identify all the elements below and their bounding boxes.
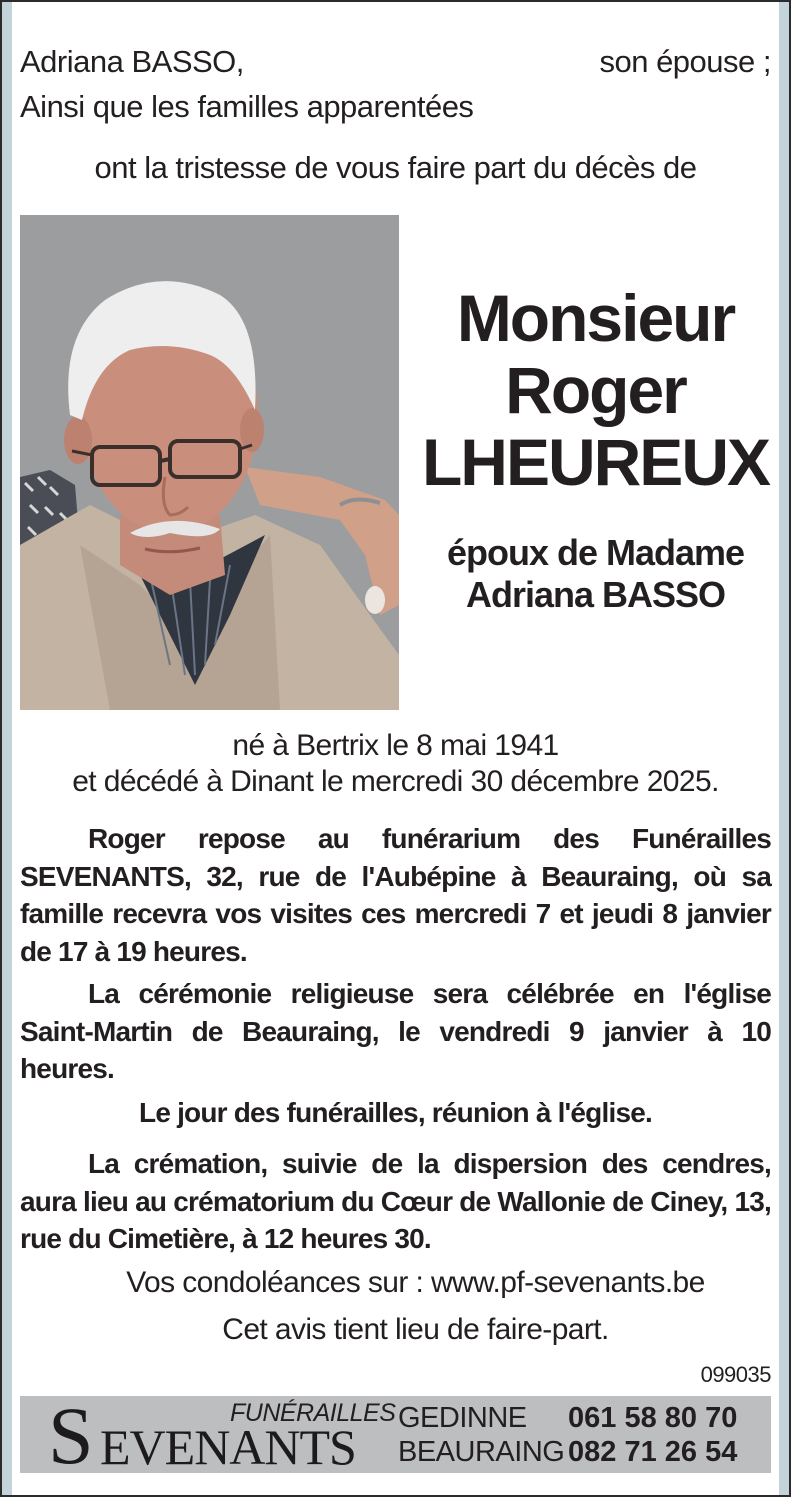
right-side-stripe [779,2,789,1495]
deceased-first-name: Roger [505,353,686,427]
family-member-relation: son épouse ; [599,44,771,79]
phone-number[interactable]: 082 71 26 54 [568,1436,738,1468]
header-line-1 [20,44,771,80]
phone-city: GEDINNE [398,1402,527,1434]
ceremony-paragraph: La cérémonie religieuse sera célébrée en l'église Saint-Martin de Beauraing, le vendredi 9 janvier à 10 heures. [20,978,771,1084]
condolences-link-text[interactable]: Vos condoléances sur : www.pf-sevenants.be [126,1266,705,1299]
phone-number[interactable]: 061 58 80 70 [568,1402,738,1434]
logo-name: EVENANTS [100,1419,356,1475]
phone-row-gedinne [398,1402,737,1434]
deceased-last-name: LHEUREUX [421,425,770,499]
notice-content [20,2,771,1495]
reference-number: 099035 [700,1362,771,1387]
left-side-stripe [2,2,12,1495]
phone-row-beauraing [398,1436,737,1468]
funeral-home-footer [20,1390,771,1481]
logo-initial: S [48,1390,94,1481]
notice-statement: Cet avis tient lieu de faire-part. [222,1313,609,1346]
deceased-name-block [420,282,771,616]
death-info: et décédé à Dinant le mercredi 30 décembre 2025. [72,765,719,798]
birth-info: né à Bertrix le 8 mai 1941 [232,729,559,762]
deceased-title: Monsieur [456,281,735,355]
phone-city: BEAURAING [398,1436,565,1468]
visitation-paragraph: Roger repose au funérarium des Funérailles SEVENANTS, 32, rue de l'Aubépine à Beauraing, où sa famille recevra vos visites ces mercredi 7 et jeudi 8 janvier de 17 à 19 heures. [20,823,771,967]
portrait-photo [20,215,399,710]
header-line-2: Ainsi que les familles apparentées [20,89,474,124]
meeting-paragraph: Le jour des funérailles, réunion à l'église. [139,1097,652,1128]
spouse-line-1: époux de Madame [446,532,745,573]
family-member-name: Adriana BASSO, [20,44,244,79]
logo-subtitle: FUNÉRAILLES [230,1399,396,1427]
spouse-line-2: Adriana BASSO [465,574,726,615]
cremation-paragraph: La crémation, suivie de la dispersion des cendres, aura lieu au crématorium du Cœur de Wallonie de Ciney, 13, rue du Cimetière, à 12 heures 30. [20,1148,771,1254]
announcement-line: ont la tristesse de vous faire part du décès de [94,150,697,185]
portrait-image [20,215,399,710]
